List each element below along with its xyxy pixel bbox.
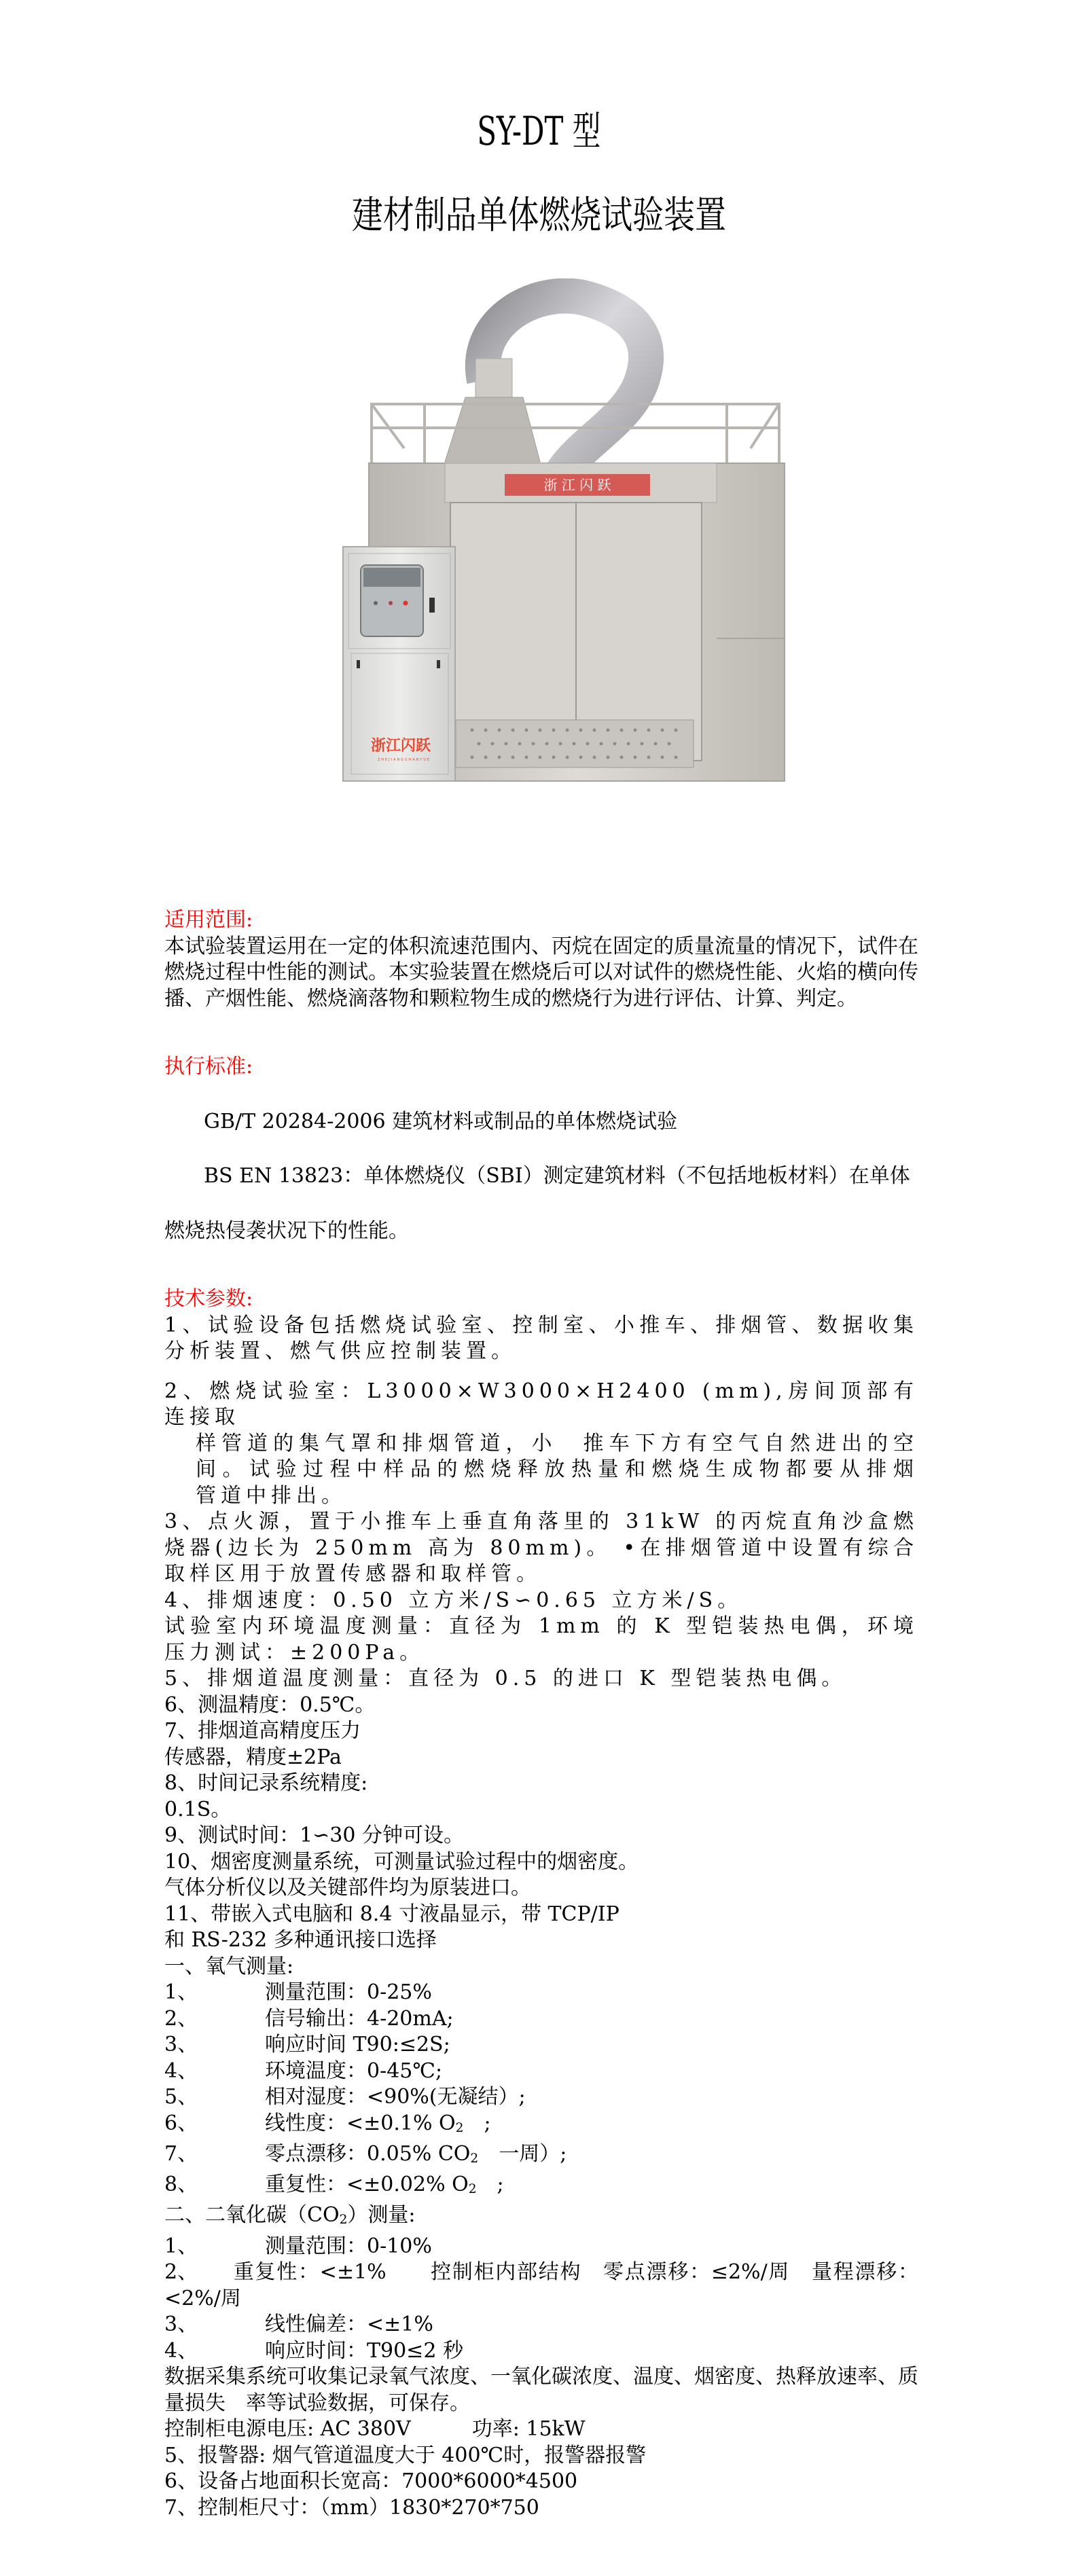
oxygen-item-3: 3、 响应时间 T90:≤2S; xyxy=(164,2033,450,2056)
oxygen-item-8: 8、 重复性：<±0.02% O2 ; xyxy=(164,2173,504,2197)
standard-gb: GB/T 20284-2006 建筑材料或制品的单体燃烧试验 xyxy=(204,1109,678,1133)
power-spec: 控制柜电源电压: AC 380V 功率: 15kW xyxy=(164,2417,586,2442)
oxygen-heading: 一、氧气测量: xyxy=(164,1954,294,1978)
scope-heading: 适用范围: xyxy=(164,908,253,932)
cabinet-logo: 浙江闪跃 xyxy=(370,738,431,755)
oxygen-item-4: 4、 环境温度：0-45℃; xyxy=(164,2058,443,2083)
oxygen-item-7: 7、 零点漂移：0.05% CO2 一周）; xyxy=(164,2141,567,2166)
tech-param-2-cont: 样管道的集气罩和排烟管道，小 推车下方有空气自然进出的空间。试验过程中样品的燃烧释放热量和燃烧生成物都要从排烟 管道中排出。 xyxy=(196,1431,944,1508)
document-body xyxy=(164,907,944,2521)
product-model: SY-DT 型 xyxy=(477,108,601,154)
product-photo xyxy=(336,278,819,801)
tech-param-8b: 0.1S。 xyxy=(164,1797,232,1821)
tech-param-7a: 7、排烟道高精度压力 xyxy=(164,1719,361,1743)
scope-body: 本试验装置运用在一定的体积流速范围内、丙烷在固定的质量流量的情况下，试件在燃烧过程中性能的测试。本实验装置在燃烧后可以对试件的燃烧性能、火焰的横向传播、产烟性能、燃烧滴落物和颗粒物生成的燃烧行为进行评估、计算、判定。 xyxy=(164,934,918,1011)
tech-param-7b: 传感器，精度±2Pa xyxy=(164,1745,342,1769)
tech-param-5: 5、排烟道温度测量：直径为 0.5 的进口 K 型铠装热电偶。 xyxy=(164,1667,847,1690)
footprint-spec: 6、设备占地面积长宽高：7000*6000*4500 xyxy=(164,2469,578,2494)
daq-description: 数据采集系统可收集记录氧气浓度、一氧化碳浓度、温度、烟密度、热释放速率、质量损失 率等试验数据，可保存。 xyxy=(164,2365,918,2415)
co2-item-1: 1、 测量范围：0-10% xyxy=(164,2234,432,2258)
duct-collar xyxy=(475,359,512,399)
tech-param-6: 6、测温精度：0.5℃。 xyxy=(164,1692,376,1717)
room-sign-text: 浙 江 闪 跃 xyxy=(543,477,611,493)
co2-item-3: 3、 线性偏差：<±1% xyxy=(164,2312,433,2337)
oxygen-item-1: 1、 测量范围：0-25% xyxy=(164,1980,432,2004)
alarm-spec: 5、报警器: 烟气管道温度大于 400℃时，报警器报警 xyxy=(164,2443,647,2467)
oxygen-item-6: 6、 线性度：<±0.1% O2 ; xyxy=(164,2111,491,2135)
tech-param-9: 9、测试时间：1∽30 分钟可设。 xyxy=(164,1824,465,1847)
smoke-hood xyxy=(445,397,540,462)
oxygen-item-2: 2、 信号输出：4-20mA; xyxy=(164,2006,454,2031)
tech-param-3: 3、点火源，置于小推车上垂直角落里的 31kW 的丙烷直角沙盒燃烧器(边长为 250mm 高为 80mm)。 •在排烟管道中设置有综合取样区用于放置传感器和取样管。 xyxy=(164,1510,918,1586)
standard-bs-en-cont: 燃烧热侵袭状况下的性能。 xyxy=(164,1218,409,1243)
tech-heading: 技术参数: xyxy=(164,1287,253,1311)
cabinet-size-spec: 7、控制柜尺寸：（mm）1830*270*750 xyxy=(164,2495,539,2520)
co2-item-4: 4、 响应时间：T90≤2 秒 xyxy=(164,2338,463,2363)
co2-heading: 二、二氧化碳（CO2）测量: xyxy=(164,2203,416,2228)
tech-param-11a: 11、带嵌入式电脑和 8.4 寸液晶显示，带 TCP/IP xyxy=(164,1902,619,1926)
tech-param-4: 4、排烟速度：0.50 立方米/S∽0.65 立方米/S。 xyxy=(164,1588,743,1612)
oxygen-item-5: 5、 相对湿度：<90%(无凝结）; xyxy=(164,2085,526,2109)
tech-param-4b: 试验室内环境温度测量：直径为 1mm 的 K 型铠装热电偶，环境压力测试：±200Pa。 xyxy=(164,1614,918,1665)
tech-param-2: 2、燃烧试验室：L3000×W3000×H2400 (mm),房间顶部有连接取 xyxy=(164,1379,918,1429)
tech-param-10a: 10、烟密度测量系统，可测量试验过程中的烟密度。 xyxy=(164,1849,639,1874)
tech-param-11b: 和 RS-232 多种通讯接口选择 xyxy=(164,1928,437,1952)
tech-param-8a: 8、时间记录系统精度: xyxy=(164,1771,368,1795)
test-apparatus-illustration xyxy=(336,278,819,801)
standards-heading: 执行标准: xyxy=(164,1055,253,1078)
co2-item-2: 2、 重复性：<±1% 控制柜内部结构 零点漂移：≤2%/周 量程漂移：<2%/周 xyxy=(164,2260,918,2310)
standard-bs-en: BS EN 13823：单体燃烧仪（SBI）测定建筑材料（不包括地板材料）在单体 xyxy=(204,1164,910,1188)
tech-param-1: 1、试验设备包括燃烧试验室、控制室、小推车、排烟管、数据收集分析装置、燃气供应控制装置。 xyxy=(164,1313,918,1363)
cabinet-handle xyxy=(429,598,435,613)
product-title: 建材制品单体燃烧试验装置 xyxy=(351,194,726,238)
cabinet-logo-pinyin: ZHEJIANGSHANYUE xyxy=(377,758,431,762)
tech-param-10b: 气体分析仪以及关键部件均为原装进口。 xyxy=(164,1876,531,1900)
